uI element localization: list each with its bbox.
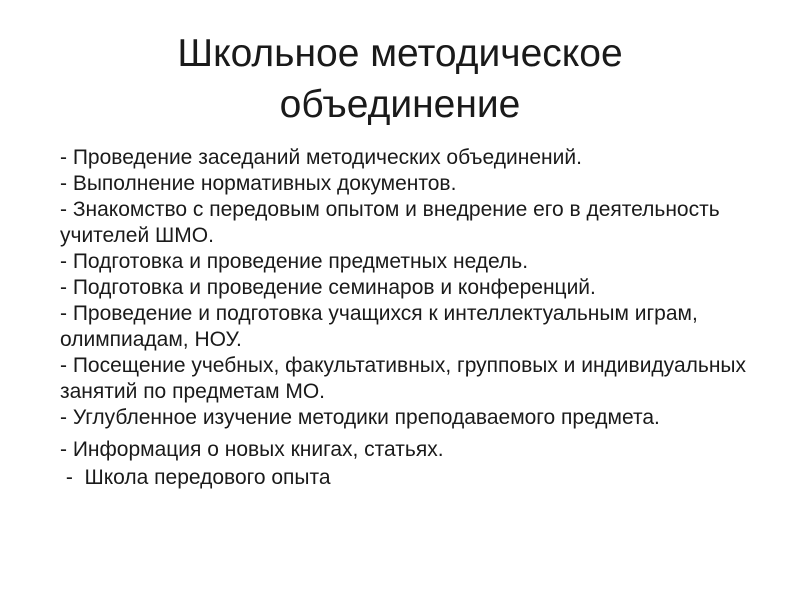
activity-list bbox=[60, 145, 760, 491]
list-item: - Знакомство с передовым опытом и внедрение его в деятельность учителей ШМО. bbox=[60, 198, 720, 247]
list-item: - Проведение и подготовка учащихся к интеллектуальным играм, олимпиадам, НОУ. bbox=[60, 302, 698, 351]
list-item: - Школа передового опыта bbox=[60, 466, 331, 489]
list-item: - Информация о новых книгах, статьях. bbox=[60, 438, 444, 461]
slide-title-line-2: объединение bbox=[279, 83, 521, 126]
list-item: - Подготовка и проведение семинаров и конференций. bbox=[60, 276, 596, 299]
list-item: - Проведение заседаний методических объединений. bbox=[60, 146, 582, 169]
list-item: - Подготовка и проведение предметных недель. bbox=[60, 250, 529, 273]
list-item: - Углубленное изучение методики преподаваемого предмета. bbox=[60, 406, 660, 429]
list-item: - Посещение учебных, факультативных, групповых и индивидуальных занятий по предметам МО. bbox=[60, 354, 747, 403]
slide-title bbox=[40, 28, 760, 130]
list-item: - Выполнение нормативных документов. bbox=[60, 172, 457, 195]
slide-title-line-1: Школьное методическое bbox=[177, 32, 623, 75]
